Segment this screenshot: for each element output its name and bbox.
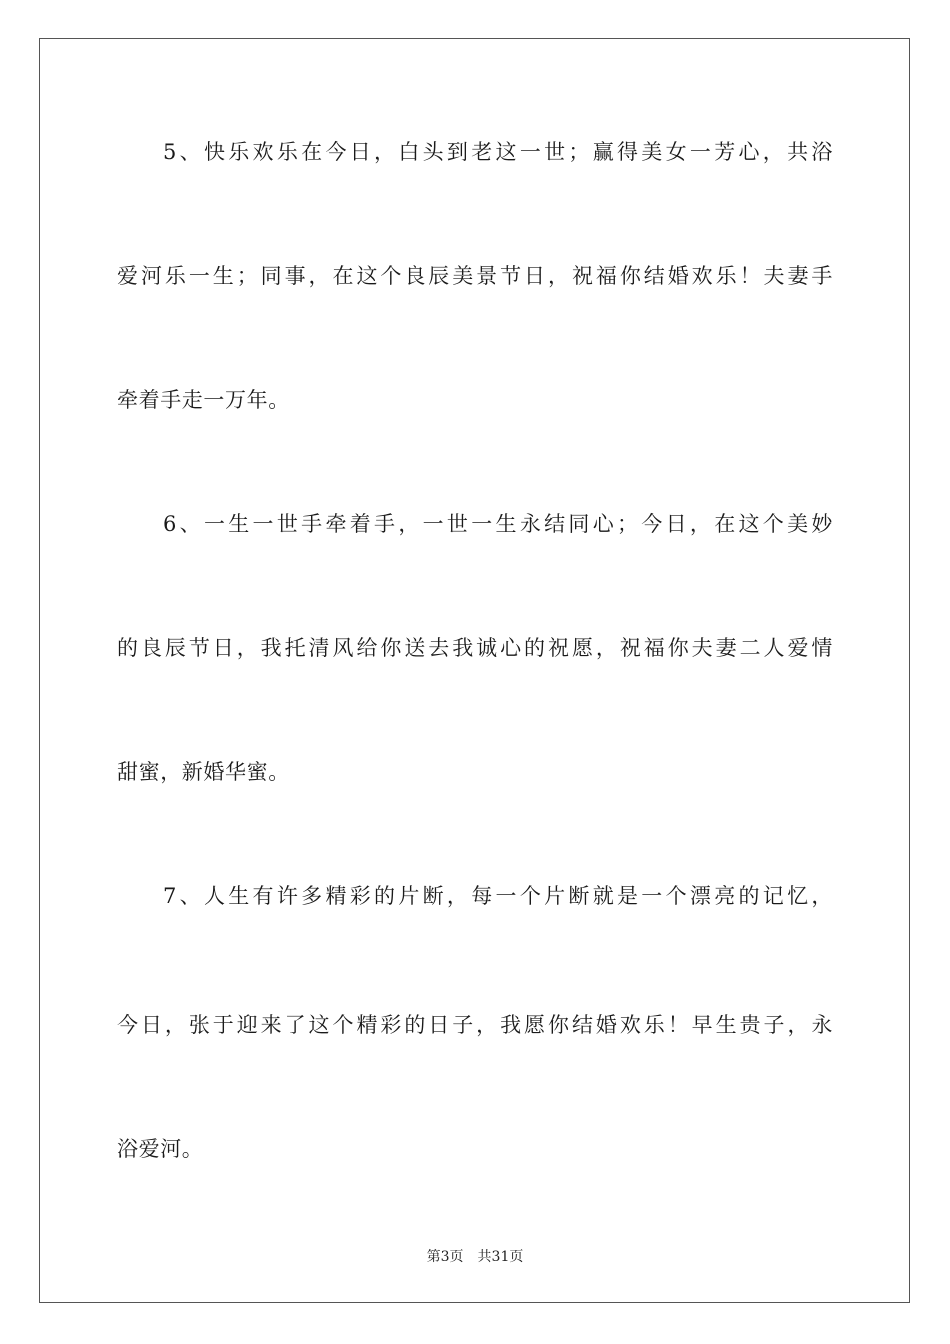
paragraph-line: 今日，张于迎来了这个精彩的日子，我愿你结婚欢乐！早生贵子，永 [117, 1013, 833, 1037]
paragraph-line: 5、快乐欢乐在今日，白头到老这一世；赢得美女一芳心，共浴 [163, 140, 833, 164]
paragraph-line: 牵着手走一万年。 [117, 388, 290, 412]
paragraph-line: 甜蜜，新婚华蜜。 [117, 760, 290, 784]
paragraph-line: 6、一生一世手牵着手，一世一生永结同心；今日，在这个美妙 [163, 512, 833, 536]
paragraph-line: 浴爱河。 [117, 1137, 204, 1161]
paragraph-line: 爱河乐一生；同事，在这个良辰美景节日，祝福你结婚欢乐！夫妻手 [117, 264, 833, 288]
total-pages: 共31页 [477, 1249, 524, 1265]
paragraph-line: 的良辰节日，我托清风给你送去我诚心的祝愿，祝福你夫妻二人爱情 [117, 636, 833, 660]
page-footer [0, 1248, 950, 1266]
paragraph-line: 7、人生有许多精彩的片断，每一个片断就是一个漂亮的记忆， [163, 884, 833, 908]
page-number: 第3页 [426, 1249, 464, 1265]
page-frame [39, 38, 910, 1303]
